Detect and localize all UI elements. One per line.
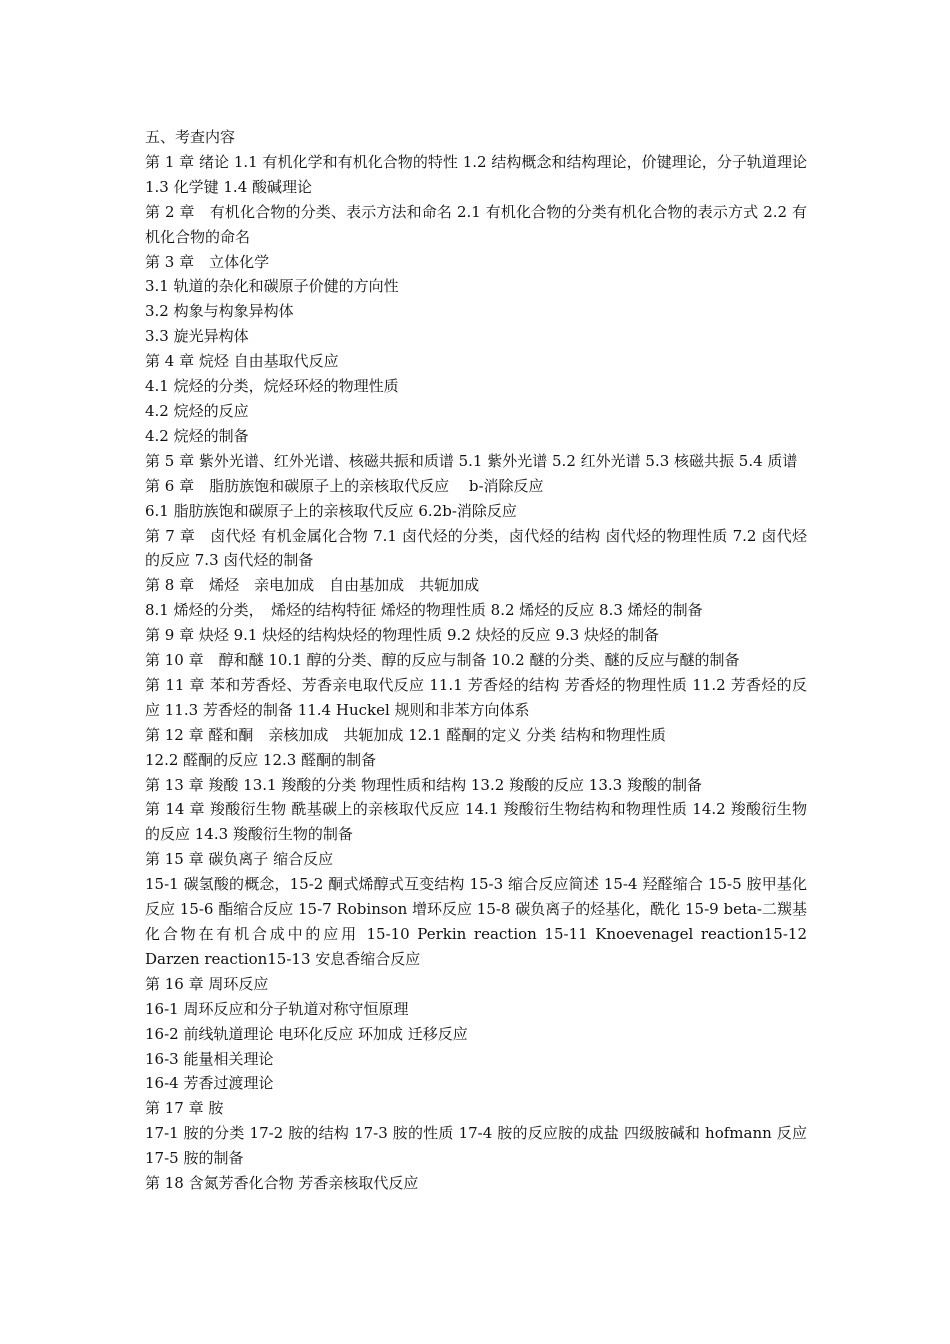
chapter-13-line: 第 13 章 羧酸 13.1 羧酸的分类 物理性质和结构 13.2 羧酸的反应 13.3 羧酸的制备 bbox=[145, 775, 702, 794]
chapter-2-line: 第 2 章 有机化合物的分类、表示方法和命名 2.1 有机化合物的分类有机化合物的表示方式 2.2 有机化合物的命名 bbox=[145, 202, 807, 246]
section-heading: 五、考查内容 bbox=[145, 128, 236, 146]
chapter-6-item: 6.1 脂肪族饱和碳原子上的亲核取代反应 6.2b-消除反应 bbox=[145, 501, 517, 520]
chapter-17-item: 17-1 胺的分类 17-2 胺的结构 17-3 胺的性质 17-4 胺的反应胺的成盐 四级胺碱和 hofmann 反应 17-5 胺的制备 bbox=[145, 1124, 807, 1168]
chapter-3-item: 3.1 轨道的杂化和碳原子价健的方向性 bbox=[145, 277, 399, 296]
chapter-8-heading: 第 8 章 烯烃 亲电加成 自由基加成 共轭加成 bbox=[145, 576, 480, 595]
chapter-6-heading: 第 6 章 脂肪族饱和碳原子上的亲核取代反应 b-消除反应 bbox=[145, 476, 544, 495]
chapter-11-line: 第 11 章 苯和芳香烃、芳香亲电取代反应 11.1 芳香烃的结构 芳香烃的物理性质 11.2 芳香烃的反应 11.3 芳香烃的制备 11.4 Huckel 规则和非苯方向体系 bbox=[145, 675, 807, 719]
chapter-3-item: 3.3 旋光异构体 bbox=[145, 327, 249, 346]
chapter-14-line: 第 14 章 羧酸衍生物 酰基碳上的亲核取代反应 14.1 羧酸衍生物结构和物理性质 14.2 羧酸衍生物的反应 14.3 羧酸衍生物的制备 bbox=[145, 800, 807, 844]
chapter-18-heading: 第 18 含氮芳香化合物 芳香亲核取代反应 bbox=[145, 1174, 419, 1193]
chapter-17-heading: 第 17 章 胺 bbox=[145, 1099, 224, 1118]
chapter-16-item: 16-2 前线轨道理论 电环化反应 环加成 迁移反应 bbox=[145, 1024, 468, 1043]
chapter-8-item: 8.1 烯烃的分类， 烯烃的结构特征 烯烃的物理性质 8.2 烯烃的反应 8.3 烯烃的制备 bbox=[145, 601, 703, 620]
chapter-4-item: 4.1 烷烃的分类，烷烃环烃的物理性质 bbox=[145, 377, 399, 396]
chapter-4-item: 4.2 烷烃的反应 bbox=[145, 401, 249, 420]
chapter-12-heading: 第 12 章 醛和酮 亲核加成 共轭加成 12.1 醛酮的定义 分类 结构和物理性质 bbox=[145, 725, 666, 744]
chapter-16-item: 16-1 周环反应和分子轨道对称守恒原理 bbox=[145, 999, 409, 1018]
chapter-16-heading: 第 16 章 周环反应 bbox=[145, 974, 269, 993]
chapter-16-item: 16-3 能量相关理论 bbox=[145, 1049, 274, 1068]
document-body bbox=[145, 125, 807, 1196]
chapter-4-item: 4.2 烷烃的制备 bbox=[145, 426, 249, 445]
chapter-10-line: 第 10 章 醇和醚 10.1 醇的分类、醇的反应与制备 10.2 醚的分类、醚的反应与醚的制备 bbox=[145, 651, 740, 670]
chapter-9-line: 第 9 章 炔烃 9.1 炔烃的结构炔烃的物理性质 9.2 炔烃的反应 9.3 炔烃的制备 bbox=[145, 626, 660, 645]
chapter-16-item: 16-4 芳香过渡理论 bbox=[145, 1074, 274, 1093]
chapter-3-heading: 第 3 章 立体化学 bbox=[145, 252, 270, 271]
chapter-4-heading: 第 4 章 烷烃 自由基取代反应 bbox=[145, 352, 339, 371]
chapter-15-item: 15-1 碳氢酸的概念，15-2 酮式烯醇式互变结构 15-3 缩合反应简述 15-4 羟醛缩合 15-5 胺甲基化反应 15-6 酯缩合反应 15-7 Robinson 增环反应 15-8 碳负离子的烃基化，酰化 15-9 beta-二羰基化合物在有机合成中的应用 15-10 Perkin reaction 15-11 Knoevenagel reaction15-12 Darzen reaction15-13 安息香缩合反应 bbox=[145, 875, 808, 968]
chapter-3-item: 3.2 构象与构象异构体 bbox=[145, 302, 294, 321]
chapter-7-line: 第 7 章 卤代烃 有机金属化合物 7.1 卤代烃的分类，卤代烃的结构 卤代烃的物理性质 7.2 卤代烃的反应 7.3 卤代烃的制备 bbox=[145, 526, 807, 570]
chapter-5-line: 第 5 章 紫外光谱、红外光谱、核磁共振和质谱 5.1 紫外光谱 5.2 红外光谱 5.3 核磁共振 5.4 质谱 bbox=[145, 451, 798, 470]
chapter-1-line: 第 1 章 绪论 1.1 有机化学和有机化合物的特性 1.2 结构概念和结构理论，价键理论，分子轨道理论 1.3 化学键 1.4 酸碱理论 bbox=[145, 152, 807, 196]
chapter-12-item: 12.2 醛酮的反应 12.3 醛酮的制备 bbox=[145, 750, 377, 769]
chapter-15-heading: 第 15 章 碳负离子 缩合反应 bbox=[145, 850, 334, 869]
